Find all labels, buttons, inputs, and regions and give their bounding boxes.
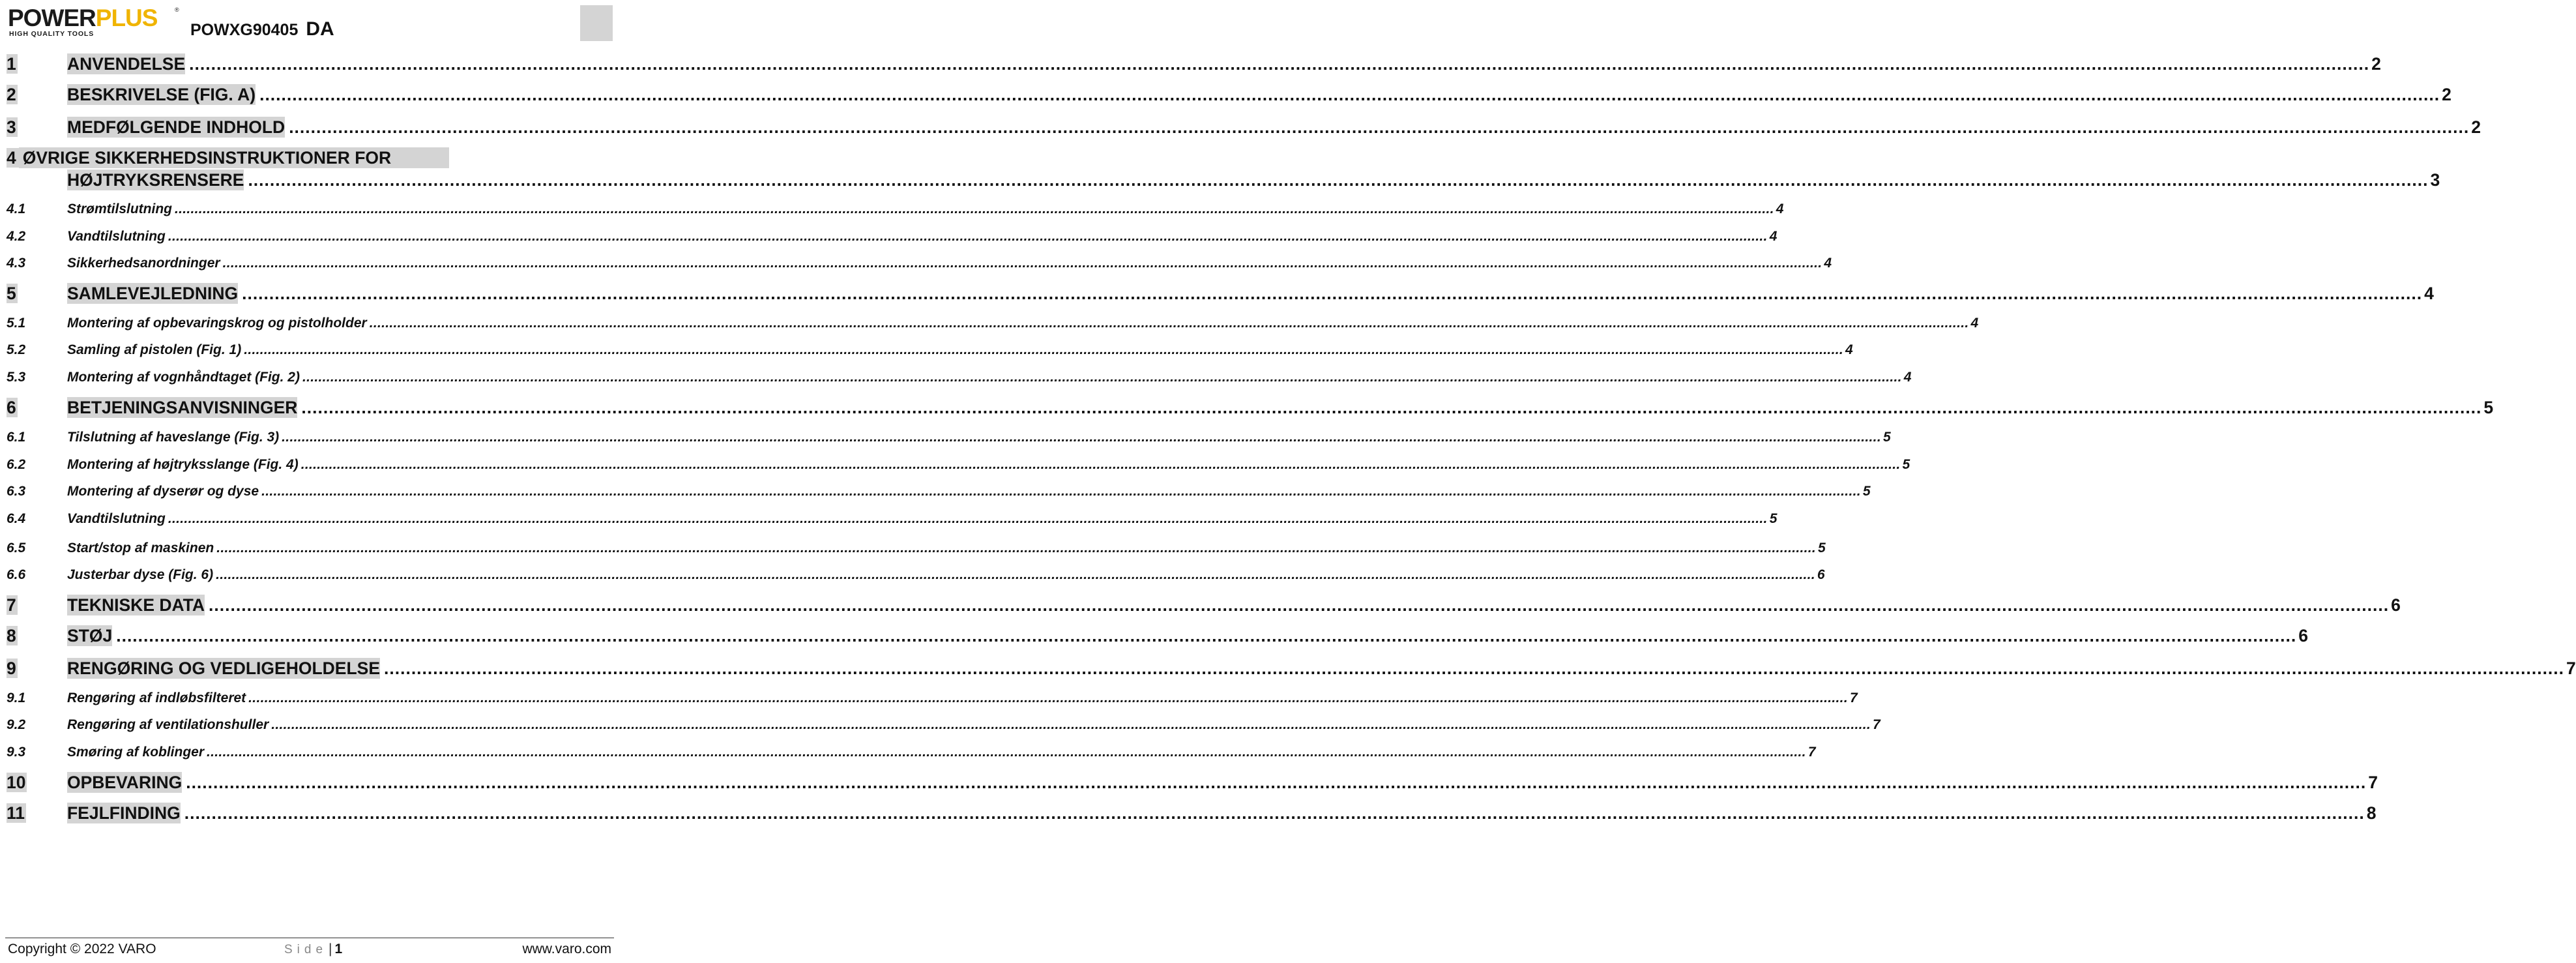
toc-entry-page: 2 xyxy=(2471,117,2481,137)
toc-entry-number: 4 xyxy=(7,148,19,168)
toc-subentry[interactable] xyxy=(7,314,1979,332)
logo-wordmark xyxy=(8,5,157,31)
toc-subentry-title: Sikkerhedsanordninger xyxy=(67,256,220,271)
toc-subentry[interactable] xyxy=(7,689,1858,707)
logo-power-text: POWER xyxy=(8,5,96,31)
toc-entry-title: TEKNISKE DATA xyxy=(67,595,205,615)
toc-entry-page: 7 xyxy=(2566,659,2576,678)
toc-leader-dots: ................................................................................................................................................................................................................................................................................................................................................................................................................ xyxy=(289,117,2470,137)
toc-subentry[interactable] xyxy=(7,715,1881,733)
toc-subentry-number: 6.3 xyxy=(7,484,26,499)
toc-entry-number: 9 xyxy=(7,659,16,678)
toc-subentry-title: Montering af højtryksslange (Fig. 4) xyxy=(67,457,299,472)
language-code: DA xyxy=(306,18,334,40)
toc-leader-dots: ................................................................................................................................................................................................................................................................................................................................................................................................................ xyxy=(261,484,1861,499)
toc-entry-page: 4 xyxy=(2424,284,2434,303)
toc-leader-dots: ................................................................................................................................................................................................................................................................................................................................................................................................................ xyxy=(248,690,1848,705)
toc-entry-number: 11 xyxy=(7,803,25,823)
toc-leader-dots: ................................................................................................................................................................................................................................................................................................................................................................................................................ xyxy=(216,567,1815,582)
toc-subentry-number: 9.1 xyxy=(7,690,26,705)
toc-subentry-page: 5 xyxy=(1902,457,1910,472)
toc-subentry-number: 5.1 xyxy=(7,316,26,331)
toc-entry-number: 2 xyxy=(7,85,16,104)
corner-gray-box xyxy=(580,5,613,41)
toc-subentry[interactable] xyxy=(7,428,1891,446)
copyright-text: Copyright © 2022 VARO xyxy=(8,941,156,956)
website-link[interactable]: www.varo.com xyxy=(522,941,611,956)
toc-entry-title: FEJLFINDING xyxy=(67,803,181,823)
toc-leader-dots: ................................................................................................................................................................................................................................................................................................................................................................................................................ xyxy=(271,717,1871,732)
toc-leader-dots: ................................................................................................................................................................................................................................................................................................................................................................................................................ xyxy=(168,229,1768,244)
toc-entry[interactable] xyxy=(7,593,2401,615)
toc-subentry-page: 7 xyxy=(1808,745,1816,760)
toc-leader-dots: ................................................................................................................................................................................................................................................................................................................................................................................................................ xyxy=(244,342,1843,357)
toc-entry-page: 3 xyxy=(2430,170,2440,190)
toc-entry[interactable] xyxy=(7,657,2576,679)
toc-subentry-number: 4.1 xyxy=(7,201,26,216)
model-heading xyxy=(190,20,334,40)
toc-subentry-title: Vandtilslutning xyxy=(67,229,166,244)
toc-entry-title: OPBEVARING xyxy=(67,773,183,792)
toc-subentry[interactable] xyxy=(7,743,1816,761)
toc-subentry-page: 6 xyxy=(1817,567,1825,582)
toc-leader-dots: ................................................................................................................................................................................................................................................................................................................................................................................................................ xyxy=(189,54,2370,74)
toc-subentry-title: Montering af opbevaringskrog og pistolholder xyxy=(67,316,367,331)
toc-entry-number: 7 xyxy=(7,595,16,615)
toc-leader-dots: ................................................................................................................................................................................................................................................................................................................................................................................................................ xyxy=(259,85,2440,104)
toc-subentry-page: 4 xyxy=(1845,342,1853,357)
toc-entry[interactable] xyxy=(7,771,2378,793)
toc-entry-number: 6 xyxy=(7,398,16,417)
page-separator: | xyxy=(329,941,332,956)
toc-subentry[interactable] xyxy=(7,227,1778,245)
toc-entry-number: 1 xyxy=(7,54,16,74)
toc-entry-page: 2 xyxy=(2442,85,2452,104)
toc-subentry-number: 9.2 xyxy=(7,717,26,732)
toc-subentry-title: Tilslutning af haveslange (Fig. 3) xyxy=(67,430,280,445)
toc-subentry-page: 5 xyxy=(1862,484,1871,499)
toc-entry-title: RENGØRING OG VEDLIGEHOLDELSE xyxy=(67,659,380,678)
toc-entry-number: 8 xyxy=(7,626,16,645)
toc-entry-page: 6 xyxy=(2391,595,2401,615)
toc-subentry-number: 6.6 xyxy=(7,567,26,582)
toc-entry-title: BETJENINGSANVISNINGER xyxy=(67,398,298,417)
toc-subentry-page: 4 xyxy=(1824,256,1832,271)
toc-subentry-number: 4.2 xyxy=(7,229,26,244)
toc-subentry[interactable] xyxy=(7,368,1912,386)
toc-leader-dots: ................................................................................................................................................................................................................................................................................................................................................................................................................ xyxy=(301,398,2482,417)
toc-leader-dots: ................................................................................................................................................................................................................................................................................................................................................................................................................ xyxy=(282,430,1881,445)
toc-entry-page: 8 xyxy=(2366,803,2377,823)
toc-leader-dots: ................................................................................................................................................................................................................................................................................................................................................................................................................ xyxy=(302,370,1902,385)
toc-subentry[interactable] xyxy=(7,340,1853,359)
powerplus-logo xyxy=(8,5,181,38)
toc-subentry[interactable] xyxy=(7,565,1825,584)
toc-leader-dots: ................................................................................................................................................................................................................................................................................................................................................................................................................ xyxy=(207,745,1806,760)
toc-subentry-page: 7 xyxy=(1849,690,1858,705)
toc-subentry-title: Rengøring af indløbsfilteret xyxy=(67,690,246,705)
toc-leader-dots: ................................................................................................................................................................................................................................................................................................................................................................................................................ xyxy=(242,284,2423,303)
logo-plus-text: PLUS xyxy=(95,5,158,31)
toc-entry[interactable] xyxy=(7,83,2452,105)
toc-subentry[interactable] xyxy=(7,509,1778,527)
toc-subentry-page: 4 xyxy=(1903,370,1912,385)
toc-leader-dots: ................................................................................................................................................................................................................................................................................................................................................................................................................ xyxy=(186,773,2367,792)
toc-subentry-page: 4 xyxy=(1970,316,1979,331)
toc-entry-title-line2: HØJTRYKSRENSERE xyxy=(67,170,244,190)
toc-subentry-title: Start/stop af maskinen xyxy=(67,541,214,556)
toc-subentry-title: Montering af dyserør og dyse xyxy=(67,484,259,499)
toc-entry-page: 6 xyxy=(2298,626,2308,645)
toc-entry[interactable] xyxy=(7,52,2381,74)
toc-subentry-number: 6.4 xyxy=(7,511,26,526)
toc-entry[interactable] xyxy=(7,396,2494,418)
toc-entry-title: MEDFØLGENDE INDHOLD xyxy=(67,117,285,137)
toc-subentry-page: 4 xyxy=(1776,201,1784,216)
toc-subentry-title: Vandtilslutning xyxy=(67,511,166,526)
page-indicator xyxy=(284,941,342,958)
toc-leader-dots: ................................................................................................................................................................................................................................................................................................................................................................................................................ xyxy=(384,659,2565,678)
toc-subentry-number: 5.2 xyxy=(7,342,26,357)
model-number: POWXG90405 xyxy=(190,21,299,39)
toc-subentry-page: 7 xyxy=(1873,717,1881,732)
toc-entry-number: 10 xyxy=(7,773,26,792)
toc-subentry-title: Samling af pistolen (Fig. 1) xyxy=(67,342,242,357)
toc-entry-number: 3 xyxy=(7,117,16,137)
toc-leader-dots: ................................................................................................................................................................................................................................................................................................................................................................................................................ xyxy=(209,595,2390,615)
toc-subentry-page: 4 xyxy=(1769,229,1778,244)
toc-subentry-title: Montering af vognhåndtaget (Fig. 2) xyxy=(67,370,300,385)
toc-subentry-title: Smøring af koblinger xyxy=(67,745,205,760)
toc-subentry-page: 5 xyxy=(1769,511,1778,526)
toc-subentry-page: 5 xyxy=(1882,430,1891,445)
page-footer xyxy=(8,941,611,958)
toc-entry-title: STØJ xyxy=(67,626,113,645)
logo-registered-mark: ® xyxy=(175,7,179,13)
toc-leader-dots: ................................................................................................................................................................................................................................................................................................................................................................................................................ xyxy=(222,256,1822,271)
toc-leader-dots: ................................................................................................................................................................................................................................................................................................................................................................................................................ xyxy=(184,803,2365,823)
toc-entry-page: 7 xyxy=(2368,773,2378,792)
toc-leader-dots: ................................................................................................................................................................................................................................................................................................................................................................................................................ xyxy=(300,457,1901,472)
toc-entry-title: BESKRIVELSE (FIG. A) xyxy=(67,85,256,104)
toc-subentry-title: Rengøring af ventilationshuller xyxy=(67,717,269,732)
toc-subentry[interactable] xyxy=(7,254,1832,272)
toc-subentry[interactable] xyxy=(7,482,1871,500)
toc-entry-number: 5 xyxy=(7,284,16,303)
toc-subentry[interactable] xyxy=(7,200,1784,218)
toc-entry-page: 5 xyxy=(2483,398,2494,417)
toc-leader-dots: ................................................................................................................................................................................................................................................................................................................................................................................................................ xyxy=(175,201,1774,216)
toc-leader-dots: ................................................................................................................................................................................................................................................................................................................................................................................................................ xyxy=(216,541,1817,556)
side-label: Side xyxy=(284,943,328,956)
toc-entry-title: SAMLEVEJLEDNING xyxy=(67,284,239,303)
toc-entry[interactable] xyxy=(7,801,2377,823)
toc-entry[interactable] xyxy=(7,282,2434,304)
toc-subentry-number: 9.3 xyxy=(7,745,26,760)
logo-tagline: HIGH QUALITY TOOLS xyxy=(9,30,95,38)
toc-entry-page: 2 xyxy=(2371,54,2381,74)
toc-entry-4-line1[interactable] xyxy=(7,147,449,168)
toc-leader-dots: ................................................................................................................................................................................................................................................................................................................................................................................................................ xyxy=(248,170,2429,190)
toc-subentry-page: 5 xyxy=(1818,541,1826,556)
toc-entry-4-line2[interactable] xyxy=(7,168,2440,190)
toc-leader-dots: ................................................................................................................................................................................................................................................................................................................................................................................................................ xyxy=(168,511,1768,526)
toc-subentry-number: 6.2 xyxy=(7,457,26,472)
toc-leader-dots: ................................................................................................................................................................................................................................................................................................................................................................................................................ xyxy=(369,316,1969,331)
toc-subentry-number: 4.3 xyxy=(7,256,26,271)
toc-subentry-title: Strømtilslutning xyxy=(67,201,172,216)
toc-subentry-number: 6.5 xyxy=(7,541,26,556)
toc-entry[interactable] xyxy=(7,115,2481,138)
toc-subentry[interactable] xyxy=(7,455,1910,473)
toc-leader-dots: ................................................................................................................................................................................................................................................................................................................................................................................................................ xyxy=(116,626,2297,645)
toc-entry-title: ANVENDELSE xyxy=(67,54,186,74)
page-number: 1 xyxy=(334,941,343,956)
toc-entry[interactable] xyxy=(7,624,2308,646)
toc-subentry-title: Justerbar dyse (Fig. 6) xyxy=(67,567,214,582)
toc-subentry-number: 5.3 xyxy=(7,370,26,385)
toc-entry-title-line1: ØVRIGE SIKKERHEDSINSTRUKTIONER FOR xyxy=(19,147,449,168)
toc-subentry-number: 6.1 xyxy=(7,430,26,445)
toc-subentry[interactable] xyxy=(7,539,1826,557)
